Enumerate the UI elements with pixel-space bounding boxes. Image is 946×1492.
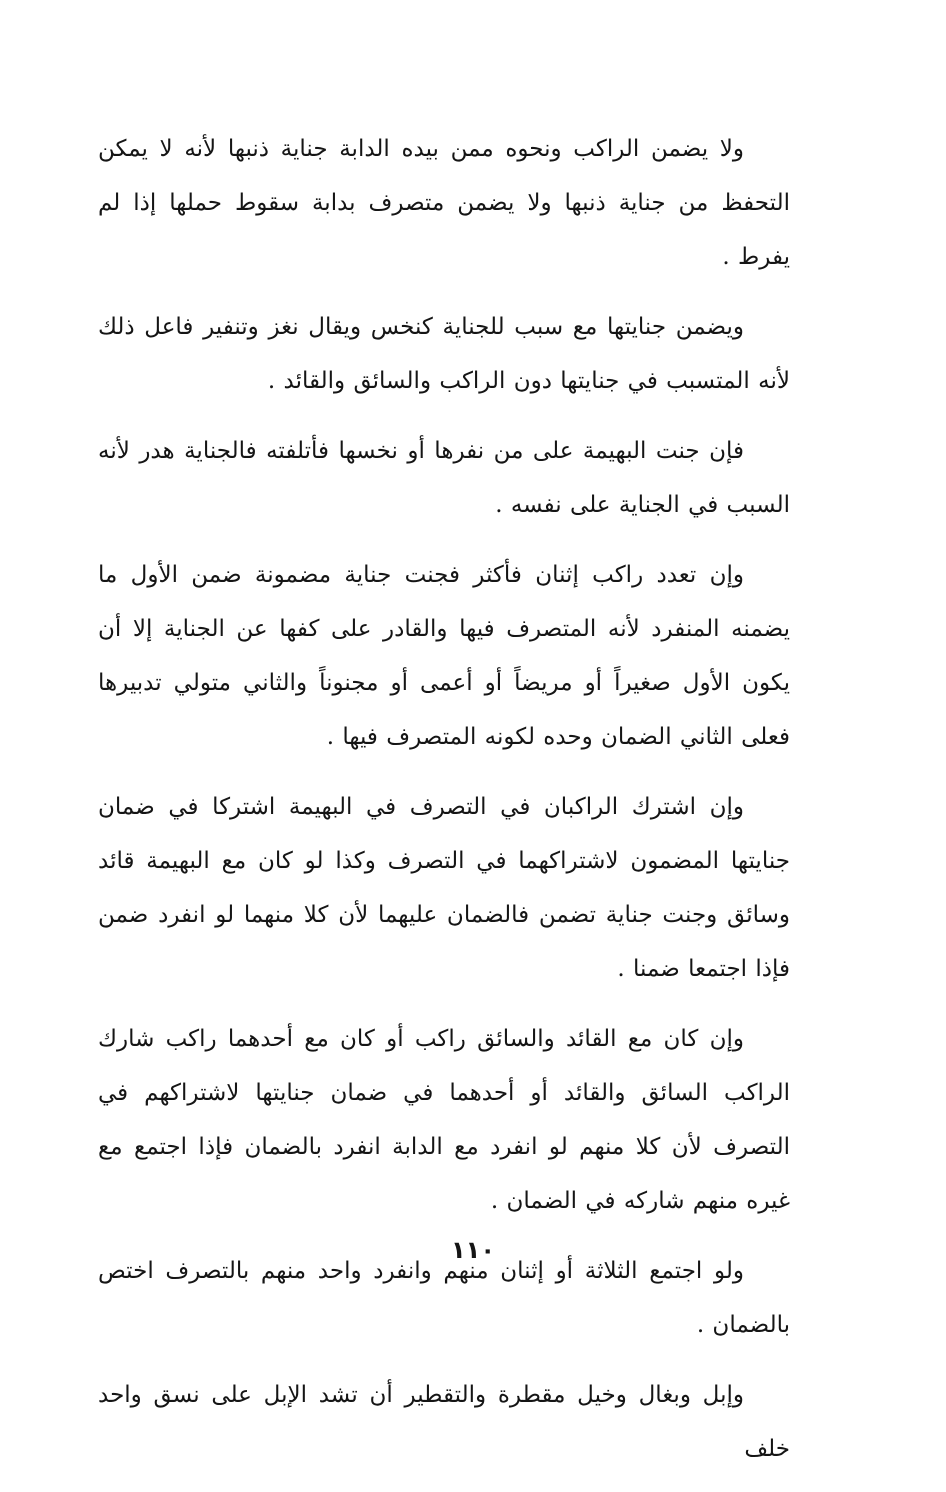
paragraph-1: ولا يضمن الراكب ونحوه ممن بيده الدابة جناية ذنبها لأنه لا يمكن التحفظ من جناية ذنبها ولا يضمن متصرف بدابة سقوط حملها إذا لم يفرط .	[98, 136, 790, 270]
page-body	[98, 122, 790, 1492]
paragraph-4: وإن تعدد راكب إثنان فأكثر فجنت جناية مضمونة ضمن الأول ما يضمنه المنفرد لأنه المتصرف فيها والقادر على كفها عن الجناية إلا أن يكون الأول صغيراً أو مريضاً أو أعمى أو مجنوناً والثاني متولي تدبيرها فعلى الثاني الضمان وحده لكونه المتصرف فيها .	[98, 562, 790, 750]
paragraph-6: وإن كان مع القائد والسائق راكب أو كان مع أحدهما راكب شارك الراكب السائق والقائد أو أحدهما في ضمان جنايتها لاشتراكهم في التصرف لأن كلا منهم لو انفرد مع الدابة انفرد بالضمان فإذا اجتمع مع غيره منهم شاركه في الضمان .	[98, 1026, 790, 1214]
paragraph-2: ويضمن جنايتها مع سبب للجناية كنخس ويقال نغز وتنفير فاعل ذلك لأنه المتسبب في جنايتها دون الراكب والسائق والقائد .	[98, 314, 790, 394]
paragraph-8: وإبل وبغال وخيل مقطرة والتقطير أن تشد الإبل على نسق واحد خلف	[98, 1382, 790, 1462]
paragraph-3: فإن جنت البهيمة على من نفرها أو نخسها فأتلفته فالجناية هدر لأنه السبب في الجناية على نفسه .	[98, 438, 790, 518]
paragraph-5: وإن اشترك الراكبان في التصرف في البهيمة اشتركا في ضمان جنايتها المضمون لاشتراكهما في التصرف وكذا لو كان مع البهيمة قائد وسائق وجنت جناية تضمن فالضمان عليهما لأن كلا منهما لو انفرد ضمن فإذا اجتمعا ضمنا .	[98, 794, 790, 982]
paragraph-7: ولو اجتمع الثلاثة أو إثنان منهم وانفرد واحد منهم بالتصرف اختص بالضمان .	[98, 1258, 790, 1338]
page-number: ١١٠	[451, 1236, 495, 1264]
